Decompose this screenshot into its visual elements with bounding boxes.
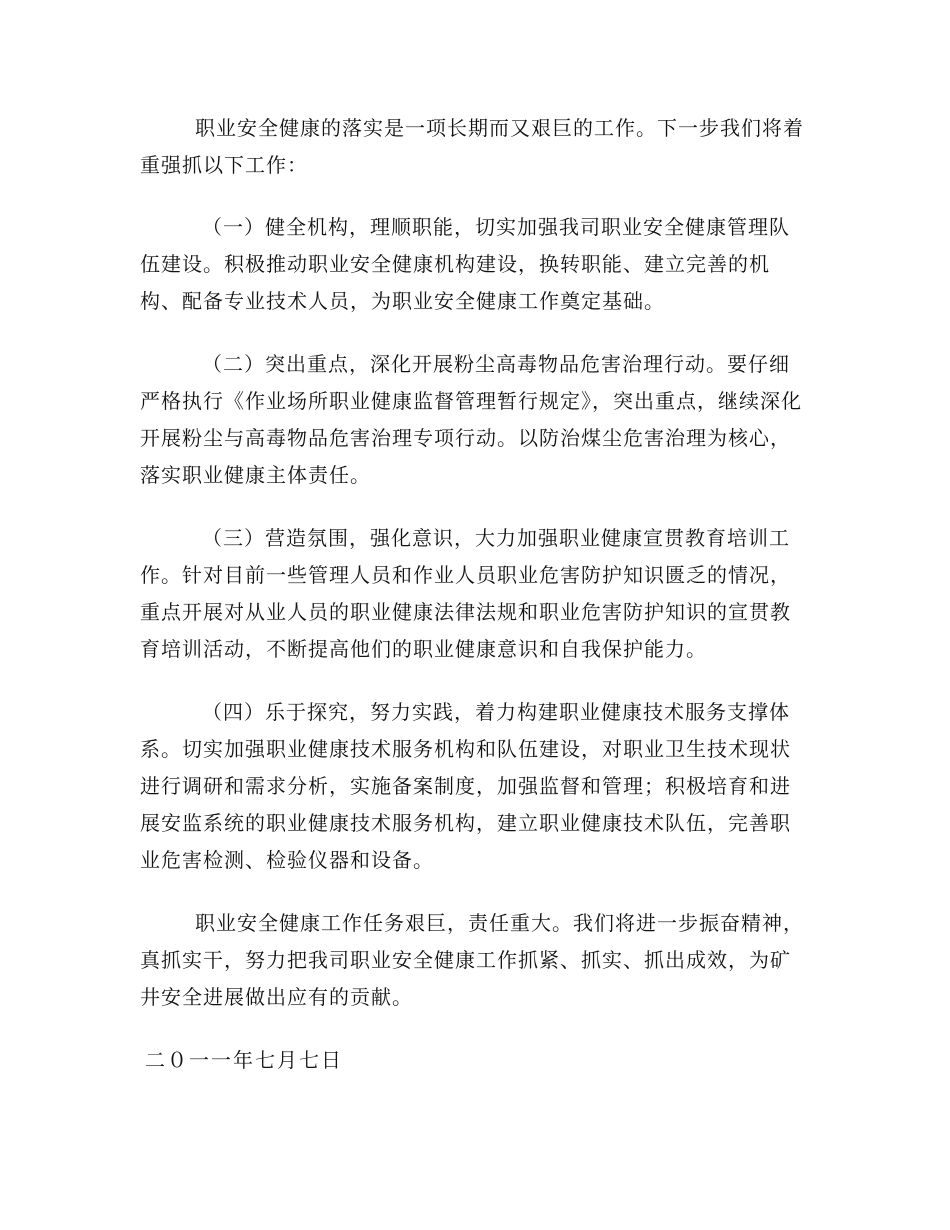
- work-item-3: （三）营造氛围，强化意识，大力加强职业健康宣贯教育培训工作。针对目前一些管理人员和作业人员职业危害防护知识匮乏的情况，重点开展对从业人员的职业健康法律法规和职业危害防护知识的宣贯教育培训活动，不断提高他们的职业健康意识和自我保护能力。: [140, 526, 791, 661]
- document-date: 二０一一年七月七日: [145, 1048, 343, 1072]
- closing-paragraph: 职业安全健康工作任务艰巨，责任重大。我们将进一步振奋精神，真抓实干，努力把我司职业安全健康工作抓紧、抓实、抓出成效，为矿井安全进展做出应有的贡献。: [140, 911, 804, 1009]
- intro-paragraph: 职业安全健康的落实是一项长期而又艰巨的工作。下一步我们将着重强抓以下工作：: [140, 116, 804, 177]
- work-item-4: （四）乐于探究，努力实践，着力构建职业健康技术服务支撑体系。切实加强职业健康技术服务机构和队伍建设，对职业卫生技术现状进行调研和需求分析，实施备案制度，加强监督和管理；积极培育和进展安监系统的职业健康技术服务机构，建立职业健康技术队伍，完善职业危害检测、检验仪器和设备。: [140, 700, 791, 872]
- work-item-1: （一）健全机构，理顺职能，切实加强我司职业安全健康管理队伍建设。积极推动职业安全健康机构建设，换转职能、建立完善的机构、配备专业技术人员，为职业安全健康工作奠定基础。: [140, 215, 790, 313]
- work-item-2: （二）突出重点，深化开展粉尘高毒物品危害治理行动。要仔细严格执行《作业场所职业健康监督管理暂行规定》，突出重点，继续深化开展粉尘与高毒物品危害治理专项行动。以防治煤尘危害治理为核心，落实职业健康主体责任。: [140, 352, 802, 487]
- document-body: [140, 110, 810, 1079]
